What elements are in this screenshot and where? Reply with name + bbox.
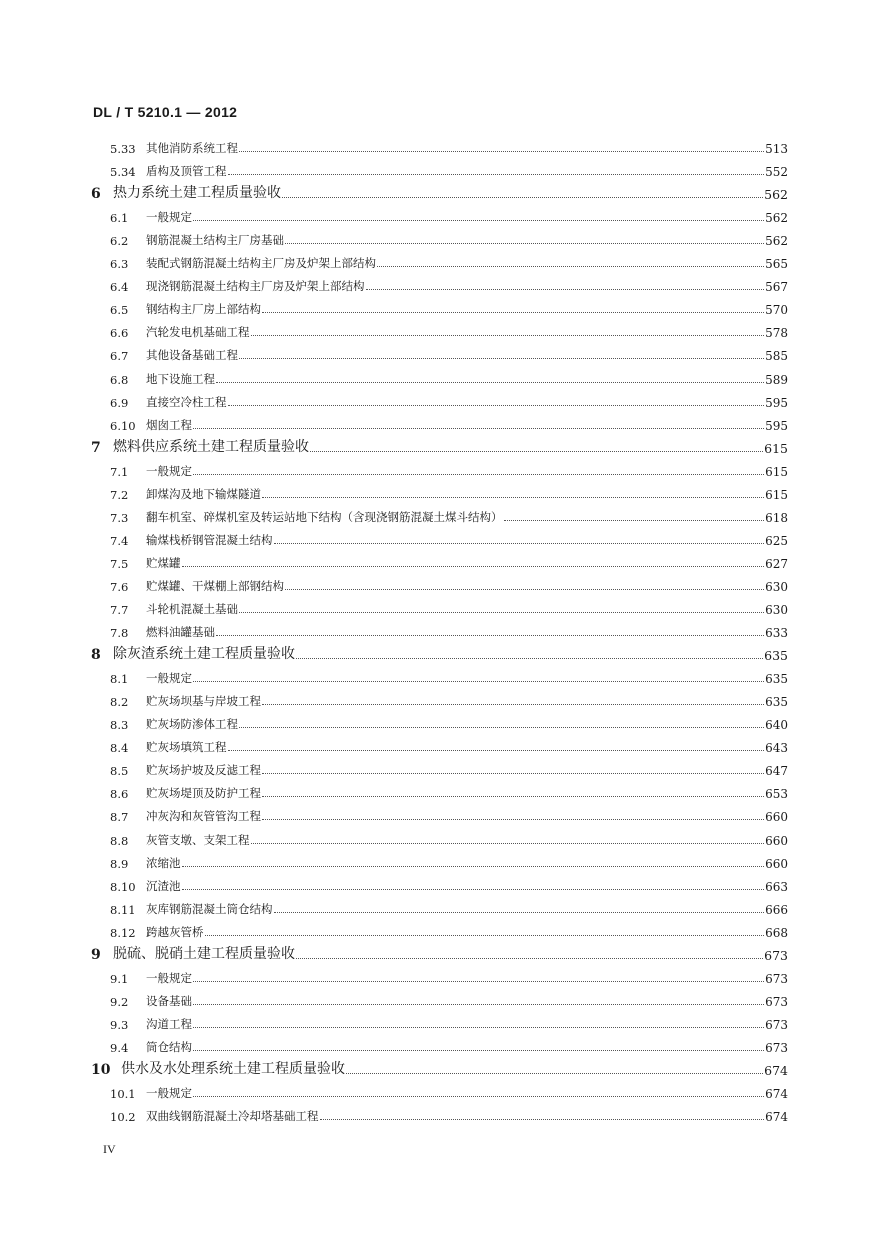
toc-entry-page: 643 (765, 741, 788, 756)
toc-section-row[interactable] (110, 897, 788, 917)
toc-dot-leader (285, 575, 764, 590)
toc-dot-leader (296, 944, 763, 959)
toc-entry-title: 其他设备基础工程 (146, 348, 238, 363)
toc-section-row[interactable] (110, 666, 788, 686)
toc-entry-number: 6.2 (110, 234, 129, 249)
toc-dot-leader (504, 506, 765, 521)
toc-section-row[interactable] (110, 413, 788, 433)
toc-entry-page: 660 (765, 833, 788, 848)
toc-entry-page: 647 (765, 764, 788, 779)
toc-section-row[interactable] (110, 804, 788, 824)
toc-entry-title: 燃料供应系统土建工程质量验收 (113, 438, 309, 455)
toc-section-row[interactable] (110, 228, 788, 248)
toc-entry-number: 8.3 (110, 718, 129, 733)
toc-entry-title: 除灰渣系统土建工程质量验收 (113, 646, 295, 663)
toc-entry-number: 9 (91, 946, 101, 963)
toc-chapter-row[interactable] (91, 1058, 788, 1078)
toc-entry-title: 直接空冷柱工程 (146, 394, 227, 409)
toc-entry-number: 6.8 (110, 372, 129, 387)
toc-entry-number: 6.9 (110, 395, 129, 410)
toc-entry-page: 595 (765, 395, 788, 410)
toc-section-row[interactable] (110, 390, 788, 410)
toc-entry-title: 贮灰场坝基与岸坡工程 (146, 694, 261, 709)
toc-entry-page: 660 (765, 856, 788, 871)
toc-entry-title: 贮灰场堤顶及防护工程 (146, 786, 261, 801)
toc-entry-page: 565 (765, 257, 788, 272)
toc-section-row[interactable] (110, 874, 788, 894)
toc-section-row[interactable] (110, 989, 788, 1009)
toc-entry-page: 615 (764, 440, 788, 456)
toc-entry-page: 513 (765, 142, 788, 156)
toc-entry-number: 7.3 (110, 510, 129, 525)
toc-dot-leader (262, 805, 764, 820)
toc-dot-leader (216, 621, 764, 636)
toc-entry-number: 6 (91, 186, 101, 203)
toc-entry-page: 635 (765, 672, 788, 687)
toc-section-row[interactable] (110, 1104, 788, 1124)
toc-entry-title: 一般规定 (146, 970, 192, 985)
toc-section-row[interactable] (110, 828, 788, 848)
toc-entry-number: 8.11 (110, 902, 136, 917)
toc-dot-leader (193, 1013, 764, 1028)
toc-entry-title: 盾构及顶管工程 (146, 164, 227, 179)
toc-entry-title: 一般规定 (146, 210, 192, 225)
toc-entry-page: 625 (765, 533, 788, 548)
toc-section-row[interactable] (110, 689, 788, 709)
toc-dot-leader (193, 990, 764, 1005)
toc-entry-page: 570 (765, 303, 788, 318)
toc-entry-page: 562 (765, 211, 788, 226)
toc-entry-page: 673 (765, 971, 788, 986)
toc-dot-leader (193, 667, 764, 682)
toc-entry-title: 灰库钢筋混凝土筒仓结构 (146, 901, 273, 916)
toc-entry-page: 585 (765, 349, 788, 364)
toc-section-row[interactable] (110, 367, 788, 387)
toc-entry-number: 6.5 (110, 303, 129, 318)
toc-dot-leader (346, 1059, 763, 1074)
toc-entry-number: 6.7 (110, 349, 129, 364)
toc-entry-title: 现浇钢筋混凝土结构主厂房及炉架上部结构 (146, 279, 365, 294)
toc-section-row[interactable] (110, 920, 788, 940)
toc-entry-title: 钢筋混凝土结构主厂房基础 (146, 233, 284, 248)
toc-entry-number: 8.5 (110, 764, 129, 779)
toc-entry-number: 8.1 (110, 672, 129, 687)
toc-entry-number: 7 (91, 439, 101, 456)
toc-section-row[interactable] (110, 136, 788, 156)
toc-entry-page: 562 (765, 234, 788, 249)
toc-entry-page: 567 (765, 280, 788, 295)
toc-entry-page: 673 (764, 947, 788, 963)
toc-entry-title: 一般规定 (146, 671, 192, 686)
toc-entry-number: 9.4 (110, 1040, 129, 1055)
toc-section-row[interactable] (110, 1035, 788, 1055)
toc-dot-leader (251, 321, 765, 336)
toc-chapter-row[interactable] (91, 643, 788, 663)
toc-dot-leader (251, 829, 765, 844)
toc-entry-page: 653 (765, 787, 788, 802)
toc-entry-page: 633 (765, 626, 788, 641)
toc-entry-page: 562 (764, 187, 788, 203)
toc-entry-number: 7.4 (110, 533, 129, 548)
toc-entry-number: 6.1 (110, 211, 129, 226)
toc-entry-title: 一般规定 (146, 463, 192, 478)
toc-entry-title: 输煤栈桥钢管混凝土结构 (146, 532, 273, 547)
toc-section-row[interactable] (110, 1012, 788, 1032)
toc-entry-number: 8.7 (110, 810, 129, 825)
toc-dot-leader (310, 437, 763, 452)
toc-entry-number: 5.33 (110, 142, 136, 156)
toc-dot-leader (274, 529, 765, 544)
toc-entry-title: 供水及水处理系统土建工程质量验收 (121, 1061, 345, 1077)
toc-entry-number: 10.1 (110, 1087, 136, 1102)
toc-entry-title: 浓缩池 (146, 855, 181, 870)
toc-section-row[interactable] (110, 159, 788, 179)
toc-entry-page: 660 (765, 810, 788, 825)
toc-section-row[interactable] (110, 1081, 788, 1101)
toc-section-row[interactable] (110, 620, 788, 640)
toc-dot-leader (205, 921, 765, 936)
toc-dot-leader (182, 875, 765, 890)
toc-section-row[interactable] (110, 482, 788, 502)
toc-entry-number: 8.6 (110, 787, 129, 802)
toc-entry-number: 6.4 (110, 280, 129, 295)
toc-dot-leader (182, 552, 765, 567)
toc-section-row[interactable] (110, 712, 788, 732)
toc-entry-page: 578 (765, 326, 788, 341)
toc-entry-title: 贮煤罐 (146, 555, 181, 570)
toc-entry-number: 9.3 (110, 1017, 129, 1032)
toc-entry-page: 595 (765, 418, 788, 433)
toc-section-row[interactable] (110, 205, 788, 225)
toc-entry-page: 668 (765, 925, 788, 940)
toc-entry-number: 8.9 (110, 856, 129, 871)
toc-section-row[interactable] (110, 459, 788, 479)
toc-section-row[interactable] (110, 297, 788, 317)
toc-entry-title: 筒仓结构 (146, 1039, 192, 1054)
toc-entry-number: 7.2 (110, 487, 129, 502)
toc-entry-number: 10 (91, 1062, 111, 1078)
toc-entry-title: 设备基础 (146, 993, 192, 1008)
toc-section-row[interactable] (110, 758, 788, 778)
toc-entry-title: 钢结构主厂房上部结构 (146, 302, 261, 317)
toc-entry-page: 666 (765, 902, 788, 917)
toc-section-row[interactable] (110, 966, 788, 986)
toc-dot-leader (262, 759, 764, 774)
toc-entry-title: 跨越灰管桥 (146, 924, 204, 939)
toc-entry-page: 615 (765, 464, 788, 479)
toc-entry-page: 618 (765, 510, 788, 525)
toc-entry-number: 6.3 (110, 257, 129, 272)
toc-section-row[interactable] (110, 735, 788, 755)
toc-chapter-row[interactable] (91, 436, 788, 456)
toc-dot-leader (216, 368, 764, 383)
toc-entry-number: 9.1 (110, 971, 129, 986)
toc-entry-page: 663 (765, 879, 788, 894)
page-number-footer: IV (103, 1142, 116, 1156)
toc-dot-leader (320, 1105, 765, 1120)
toc-entry-number: 10.2 (110, 1110, 136, 1125)
toc-entry-number: 7.6 (110, 579, 129, 594)
toc-entry-page: 552 (765, 165, 788, 180)
toc-entry-title: 贮灰场填筑工程 (146, 740, 227, 755)
toc-dot-leader (228, 391, 765, 406)
toc-entry-number: 9.2 (110, 994, 129, 1009)
toc-entry-title: 热力系统土建工程质量验收 (113, 185, 281, 202)
toc-entry-number: 7.1 (110, 464, 129, 479)
toc-dot-leader (366, 275, 765, 290)
toc-entry-title: 贮灰场护坡及反滤工程 (146, 763, 261, 778)
toc-entry-page: 674 (765, 1087, 788, 1102)
standard-code-header: DL / T 5210.1 — 2012 (93, 104, 238, 120)
toc-entry-number: 8.8 (110, 833, 129, 848)
toc-dot-leader (296, 644, 763, 659)
toc-dot-leader (193, 1036, 764, 1051)
toc-dot-leader (239, 137, 764, 152)
toc-entry-page: 615 (765, 487, 788, 502)
toc-entry-page: 635 (765, 695, 788, 710)
toc-entry-page: 630 (765, 579, 788, 594)
toc-section-row[interactable] (110, 343, 788, 363)
toc-section-row[interactable] (110, 851, 788, 871)
toc-dot-leader (285, 229, 764, 244)
toc-dot-leader (262, 782, 764, 797)
toc-dot-leader (193, 206, 764, 221)
toc-dot-leader (228, 160, 765, 175)
toc-dot-leader (193, 967, 764, 982)
toc-entry-title: 其他消防系统工程 (146, 141, 238, 155)
toc-entry-number: 7.8 (110, 626, 129, 641)
toc-dot-leader (239, 713, 764, 728)
toc-entry-title: 斗轮机混凝土基础 (146, 602, 238, 616)
toc-entry-title: 沟道工程 (146, 1016, 192, 1031)
toc-entry-page: 635 (764, 648, 788, 664)
toc-section-row[interactable] (110, 274, 788, 294)
toc-entry-number: 8.12 (110, 925, 136, 940)
toc-entry-number: 7.5 (110, 556, 129, 571)
toc-entry-page: 640 (765, 718, 788, 733)
toc-dot-leader (228, 736, 765, 751)
toc-entry-page: 673 (765, 994, 788, 1009)
toc-section-row[interactable] (110, 320, 788, 340)
toc-dot-leader (262, 298, 764, 313)
toc-entry-title: 装配式钢筋混凝土结构主厂房及炉架上部结构 (146, 256, 376, 271)
toc-section-row[interactable] (110, 597, 788, 617)
toc-dot-leader (193, 1082, 764, 1097)
toc-dot-leader (239, 598, 764, 613)
toc-dot-leader (193, 460, 764, 475)
toc-entry-number: 7.7 (110, 603, 129, 617)
toc-entry-title: 汽轮发电机基础工程 (146, 325, 250, 340)
toc-entry-page: 673 (765, 1040, 788, 1055)
toc-entry-title: 一般规定 (146, 1086, 192, 1101)
toc-entry-number: 8.10 (110, 879, 136, 894)
toc-section-row[interactable] (110, 251, 788, 271)
toc-entry-title: 卸煤沟及地下输煤隧道 (146, 486, 261, 501)
toc-entry-number: 5.34 (110, 165, 136, 180)
toc-entry-title: 燃料油罐基础 (146, 625, 215, 640)
toc-dot-leader (274, 898, 765, 913)
toc-chapter-row[interactable] (91, 182, 788, 202)
toc-entry-title: 贮灰场防渗体工程 (146, 717, 238, 732)
toc-entry-page: 630 (765, 603, 788, 617)
toc-dot-leader (377, 252, 764, 267)
toc-dot-leader (262, 690, 764, 705)
toc-entry-title: 烟囱工程 (146, 417, 192, 432)
toc-entry-title: 脱硫、脱硝土建工程质量验收 (113, 945, 295, 962)
toc-dot-leader (182, 852, 765, 867)
toc-entry-title: 灰管支墩、支架工程 (146, 832, 250, 847)
toc-section-row[interactable] (110, 781, 788, 801)
toc-dot-leader (282, 183, 763, 198)
toc-entry-title: 沉渣池 (146, 878, 181, 893)
toc-entry-number: 8.4 (110, 741, 129, 756)
toc-dot-leader (262, 483, 764, 498)
toc-dot-leader (239, 344, 764, 359)
toc-section-row[interactable] (110, 551, 788, 571)
toc-entry-page: 627 (765, 556, 788, 571)
toc-entry-number: 8 (91, 647, 101, 664)
toc-entry-page: 673 (765, 1017, 788, 1032)
toc-chapter-row[interactable] (91, 943, 788, 963)
toc-section-row[interactable] (110, 574, 788, 594)
toc-entry-title: 翻车机室、碎煤机室及转运站地下结构（含现浇钢筋混凝土煤斗结构） (146, 509, 503, 524)
toc-entry-title: 冲灰沟和灰管管沟工程 (146, 809, 261, 824)
toc-dot-leader (193, 414, 764, 429)
toc-entry-page: 589 (765, 372, 788, 387)
toc-section-row[interactable] (110, 505, 788, 525)
toc-entry-title: 贮煤罐、干煤棚上部钢结构 (146, 578, 284, 593)
toc-entry-page: 674 (765, 1110, 788, 1125)
toc-entry-number: 6.10 (110, 418, 136, 433)
toc-entry-number: 8.2 (110, 695, 129, 710)
toc-entry-page: 674 (764, 1063, 788, 1078)
toc-section-row[interactable] (110, 528, 788, 548)
toc-entry-number: 6.6 (110, 326, 129, 341)
toc-entry-title: 地下设施工程 (146, 371, 215, 386)
toc-entry-title: 双曲线钢筋混凝土冷却塔基础工程 (146, 1109, 319, 1124)
